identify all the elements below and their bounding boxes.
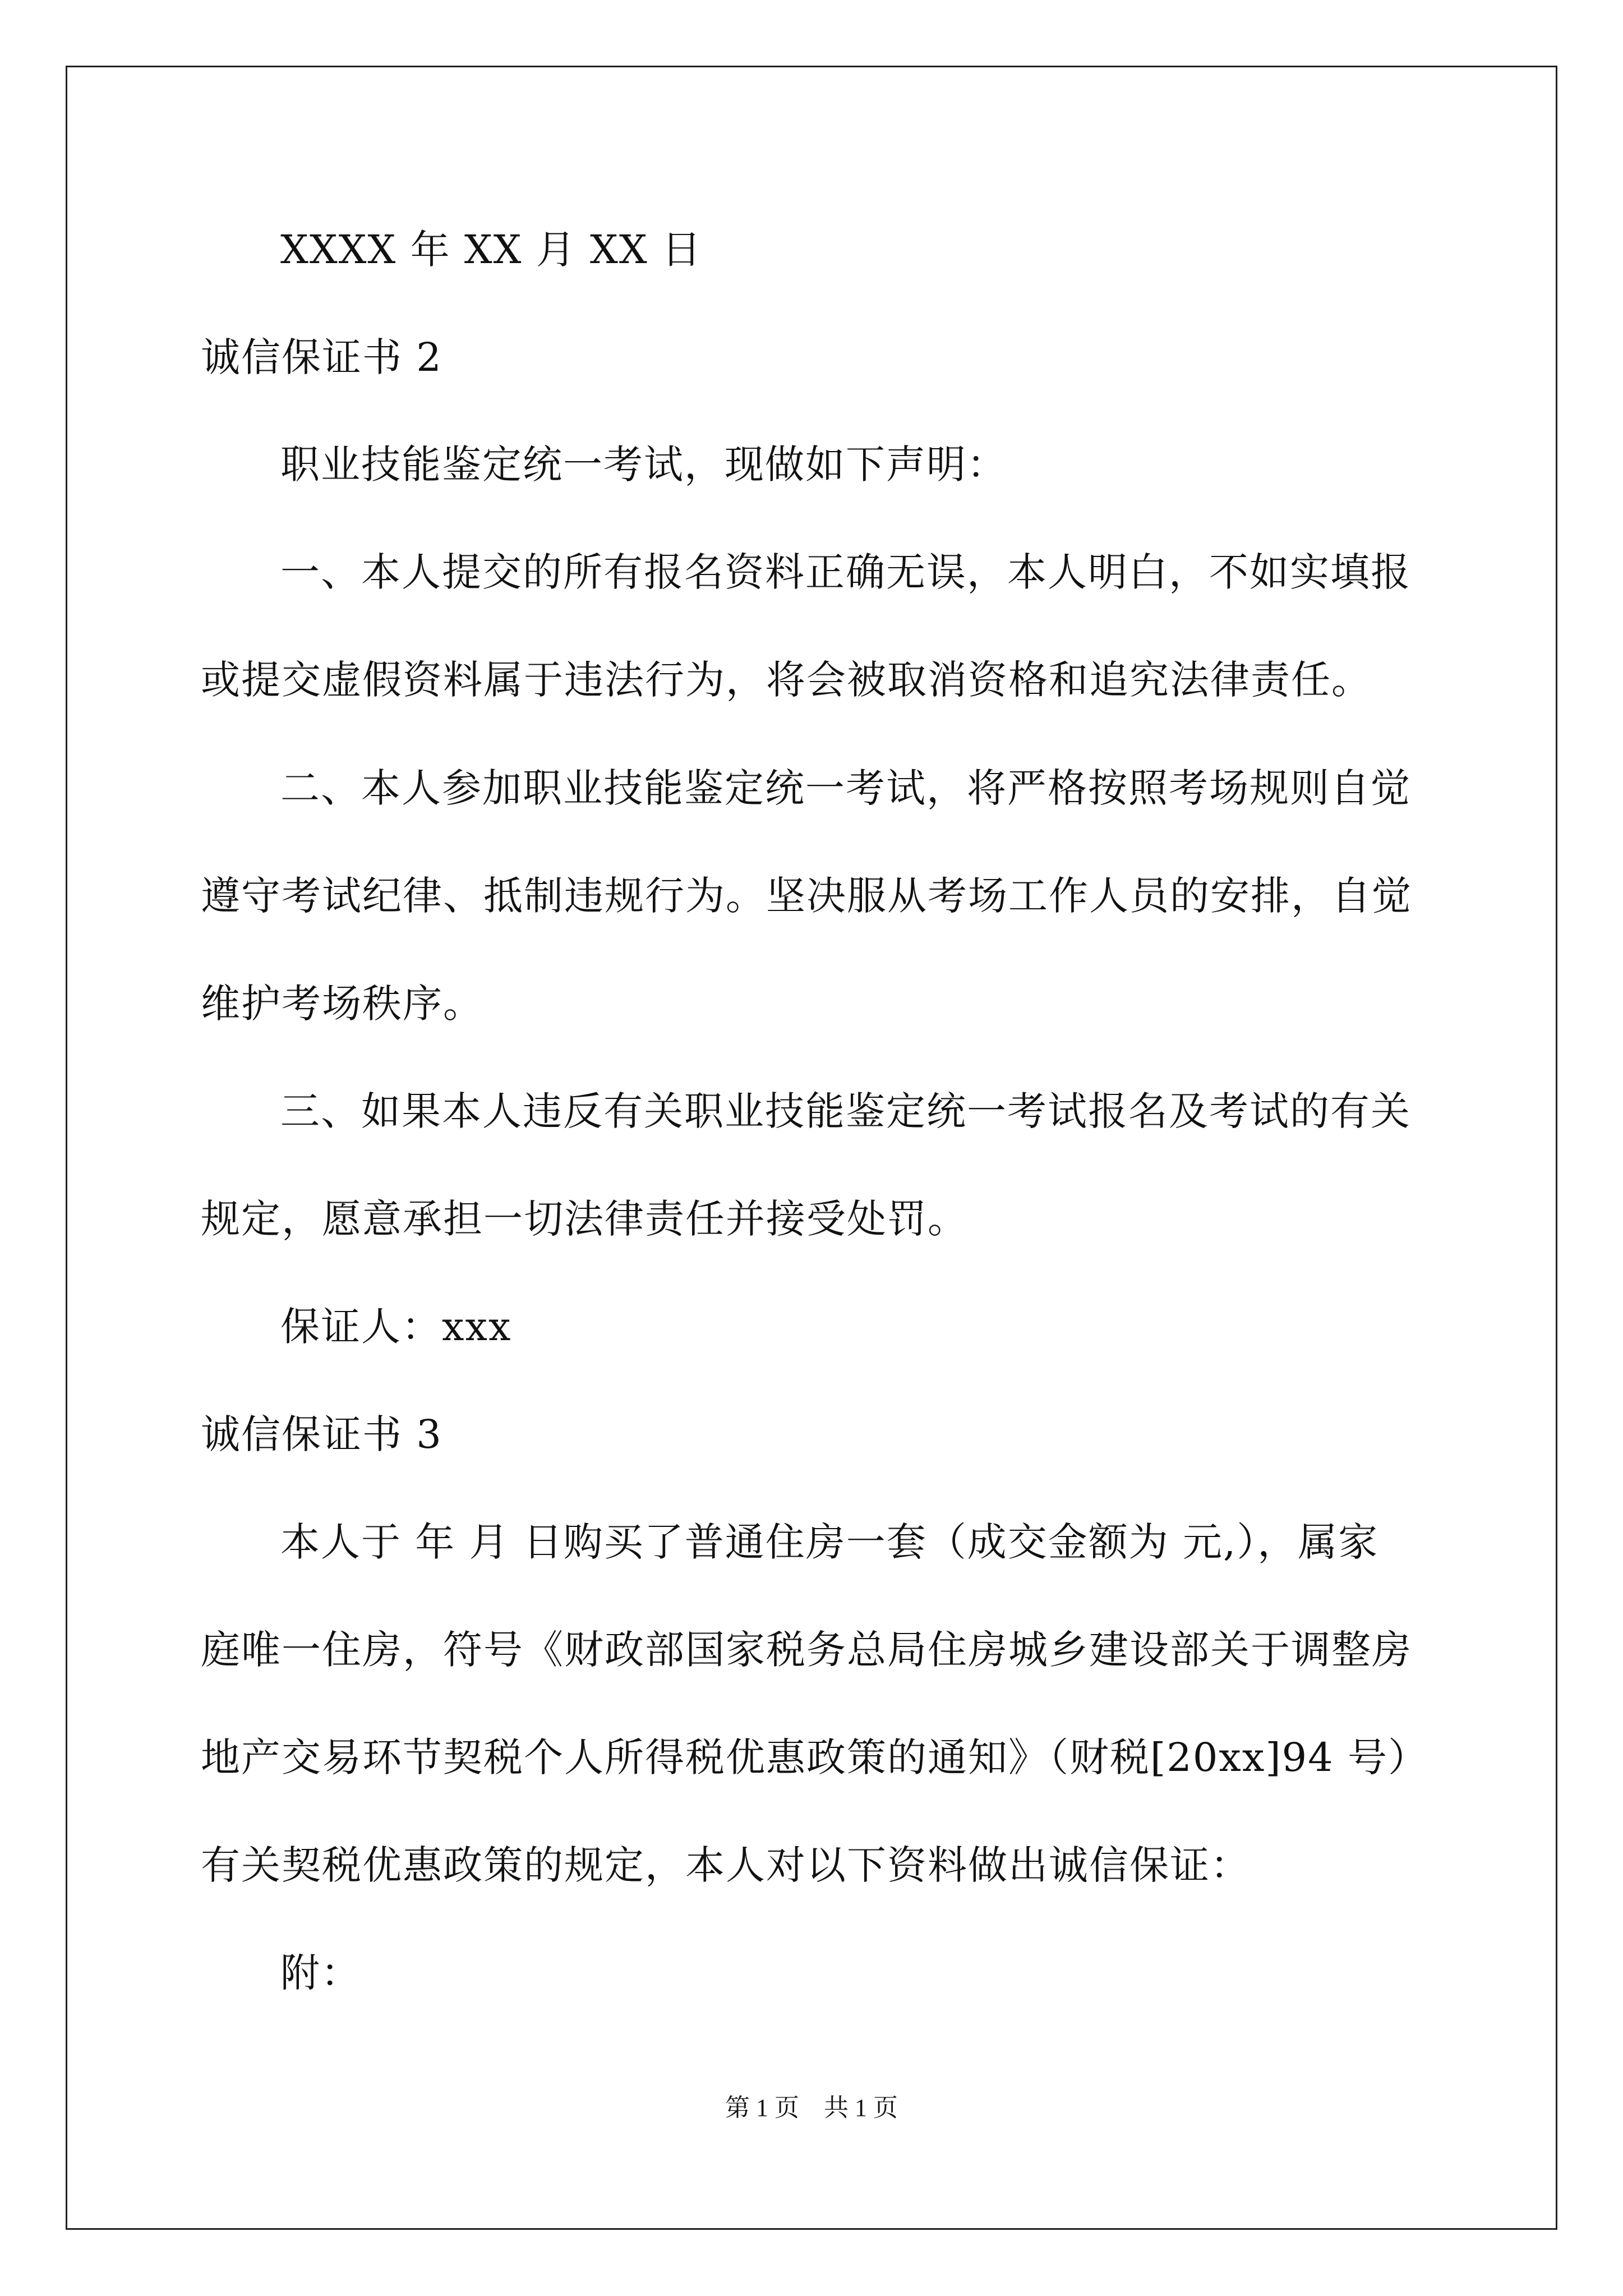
guarantor-line: 保证人：xxx <box>280 1304 512 1350</box>
section3-para-line2: 庭唯一住房，符号《财政部国家税务总局住房城乡建设部关于调整房 <box>201 1627 1412 1673</box>
section2-item1-line1: 一、本人提交的所有报名资料正确无误，本人明白，不如实填报 <box>280 549 1411 595</box>
attachment-label: 附： <box>280 1950 361 1996</box>
section2-item2-line2: 遵守考试纪律、抵制违规行为。坚决服从考场工作人员的安排，自觉 <box>201 873 1412 919</box>
section2-item1-line2: 或提交虚假资料属于违法行为，将会被取消资格和追究法律责任。 <box>201 657 1372 703</box>
section2-item3-line1: 三、如果本人违反有关职业技能鉴定统一考试报名及考试的有关 <box>280 1088 1411 1134</box>
section2-intro: 职业技能鉴定统一考试，现做如下声明： <box>280 441 1007 487</box>
section2-title: 诚信保证书 2 <box>201 334 442 380</box>
section3-para-line1: 本人于 年 月 日购买了普通住房一套（成交金额为 元,），属家 <box>280 1519 1379 1565</box>
page-number-footer: 第 1 页 共 1 页 <box>725 2094 898 2122</box>
section2-item2-line3: 维护考场秩序。 <box>201 981 483 1027</box>
section3-title: 诚信保证书 3 <box>201 1411 442 1457</box>
section3-para-line4: 有关契税优惠政策的规定，本人对以下资料做出诚信保证： <box>201 1842 1251 1888</box>
section2-item2-line1: 二、本人参加职业技能鉴定统一考试，将严格按照考场规则自觉 <box>280 765 1411 811</box>
section3-para-line3: 地产交易环节契税个人所得税优惠政策的通知》（财税[20xx]94 号） <box>201 1734 1428 1780</box>
page-border <box>66 66 1557 2230</box>
section2-item3-line2: 规定，愿意承担一切法律责任并接受处罚。 <box>201 1196 968 1242</box>
date-line: XXXX 年 XX 月 XX 日 <box>280 227 702 273</box>
